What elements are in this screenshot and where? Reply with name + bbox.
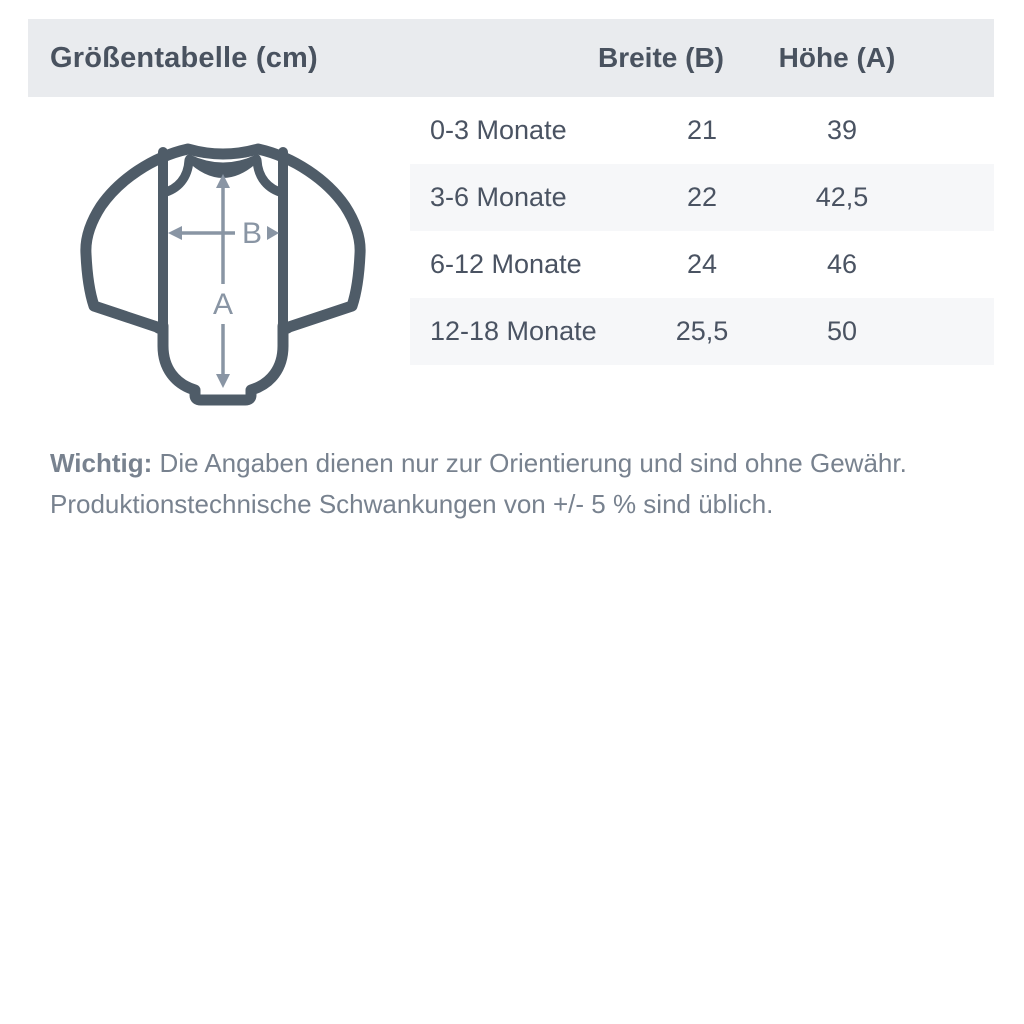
width-value: 22	[686, 182, 718, 212]
disclaimer-text: Die Angaben dienen nur zur Orientierung und sind ohne Gewähr.	[152, 448, 907, 478]
column-header-width: Breite (B)	[597, 42, 725, 73]
disclaimer-note	[50, 443, 990, 525]
size-label: 3-6 Monate	[430, 182, 567, 212]
table-row	[410, 97, 994, 164]
width-label: B	[241, 217, 263, 250]
size-chart-header-bar	[28, 19, 994, 97]
height-value: 46	[826, 249, 858, 279]
disclaimer-label: Wichtig:	[50, 448, 153, 478]
width-value: 21	[686, 115, 718, 145]
height-label: A	[212, 288, 234, 321]
table-row	[410, 164, 994, 231]
height-value: 39	[826, 115, 858, 145]
size-label: 0-3 Monate	[430, 115, 567, 145]
table-row	[410, 231, 994, 298]
width-value: 24	[686, 249, 718, 279]
disclaimer-line-2: Produktionstechnische Schwankungen von +/- 5 % sind üblich.	[50, 489, 774, 519]
size-label: 6-12 Monate	[430, 249, 582, 279]
bodysuit-icon	[77, 136, 373, 408]
size-label: 12-18 Monate	[430, 316, 597, 346]
size-chart-title: Größentabelle (cm)	[50, 41, 318, 74]
disclaimer-line-1	[50, 443, 990, 484]
table-row	[410, 298, 994, 365]
size-table	[410, 97, 994, 365]
height-value: 42,5	[815, 182, 869, 212]
column-header-height: Höhe (A)	[778, 42, 896, 73]
height-value: 50	[826, 316, 858, 346]
width-value: 25,5	[675, 316, 729, 346]
bodysuit-diagram	[77, 136, 373, 408]
